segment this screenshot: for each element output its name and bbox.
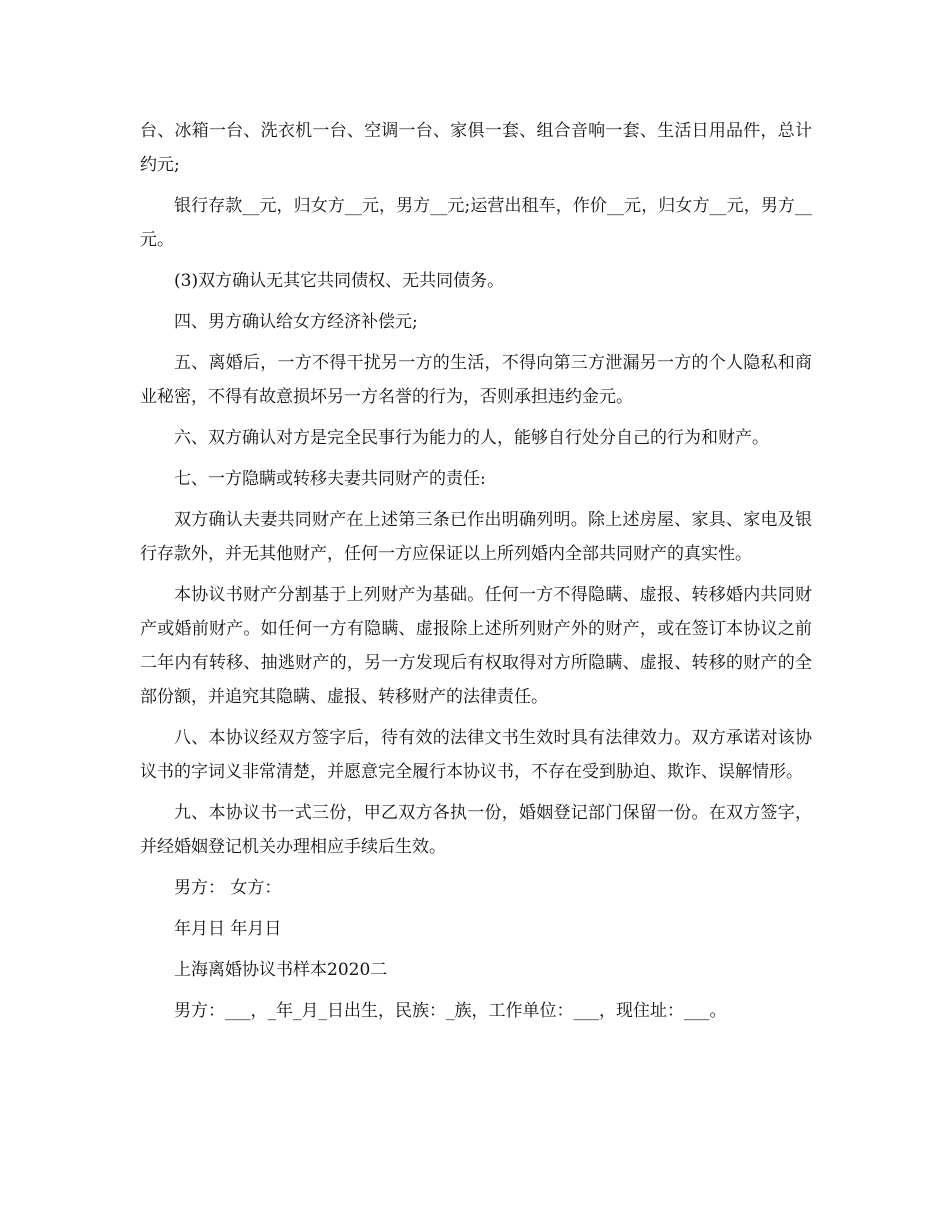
paragraph-appliances: 台、冰箱一台、洗衣机一台、空调一台、家俱一套、组合音响一套、生活日用品件，总计约元; xyxy=(140,121,812,175)
husband-info-line: 男方：___，_年_月_日出生，民族：_族，工作单位：___，现住址：___。 xyxy=(174,1001,727,1021)
signature-line: 男方： 女方： xyxy=(174,878,282,898)
paragraph-debts: (3)双方确认无其它共同债权、无共同债务。 xyxy=(174,271,505,291)
paragraph-privacy: 五、离婚后，一方不得干扰另一方的生活，不得向第三方泄漏另一方的个人隐私和商业秘密，不得有故意损坏另一方名誉的行为，否则承担违约金元。 xyxy=(140,353,812,407)
paragraph-copies: 九、本协议书一式三份，甲乙双方各执一份，婚姻登记部门保留一份。在双方签字，并经婚姻登记机关办理相应手续后生效。 xyxy=(140,803,812,857)
paragraph-civil-capacity: 六、双方确认对方是完全民事行为能力的人，能够自行处分自己的行为和财产。 xyxy=(174,428,769,448)
paragraph-property-confirmation: 双方确认夫妻共同财产在上述第三条已作出明确列明。除上述房屋、家具、家电及银行存款外，并无其他财产，任何一方应保证以上所列婚内全部共同财产的真实性。 xyxy=(140,510,812,564)
date-line: 年月日 年月日 xyxy=(174,919,282,939)
paragraph-legal-effect: 八、本协议经双方签字后，待有效的法律文书生效时具有法律效力。双方承诺对该协议书的字词义非常清楚，并愿意完全履行本协议书，不存在受到胁迫、欺诈、误解情形。 xyxy=(140,728,812,782)
paragraph-compensation: 四、男方确认给女方经济补偿元; xyxy=(174,312,418,332)
paragraph-liability-heading: 七、一方隐瞒或转移夫妻共同财产的责任: xyxy=(174,469,486,489)
paragraph-property-division: 本协议书财产分割基于上列财产为基础。任何一方不得隐瞒、虚报、转移婚内共同财产或婚前财产。如任何一方有隐瞒、虚报除上述所列财产外的财产，或在签订本协议之前二年内有转移、抽逃财产的，另一方发现后有权取得对方所隐瞒、虚报、转移的财产的全部份额，并追究其隐瞒、虚报、转移财产的法律责任。 xyxy=(140,585,812,707)
sample-title: 上海离婚协议书样本2020二 xyxy=(174,960,388,980)
paragraph-bank-deposits: 银行存款__元，归女方__元，男方__元;运营出租车，作价__元，归女方__元，男方__元。 xyxy=(140,196,812,250)
document-body xyxy=(140,114,812,1035)
